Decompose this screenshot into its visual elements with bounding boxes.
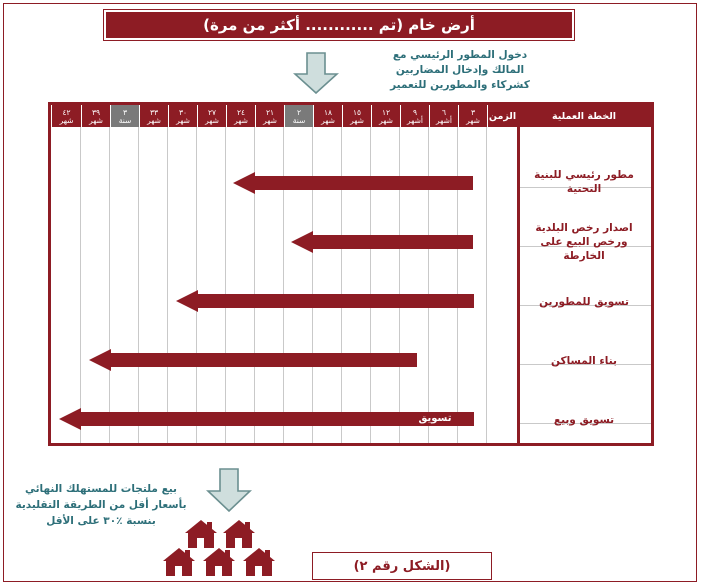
header-col-10: ٣٠ شهر — [168, 105, 197, 127]
header-col-4: ١٥ شهر — [342, 105, 371, 127]
task-label-2: تسويق للمطورين — [539, 295, 629, 308]
header-col-11: ٣٣ شهر — [139, 105, 168, 127]
grid-line — [196, 127, 197, 443]
header-col-13: ٣٩ شهر — [81, 105, 110, 127]
header-time-label: الزمن — [487, 105, 517, 127]
header-col-0: ٣ شهر — [458, 105, 487, 127]
header-col-7: ٢١ شهر — [255, 105, 284, 127]
houses-illustration-icon — [155, 520, 285, 578]
task-bar-0[interactable] — [233, 172, 473, 194]
header-col-9: ٢٧ شهر — [197, 105, 226, 127]
grid-line — [80, 127, 81, 443]
task-label-4: تسويق وبيع — [553, 413, 615, 426]
grid-line — [167, 127, 168, 443]
task-bar-4-label: تسويق — [418, 413, 452, 424]
bottom-annotation-text: بيع ملتجات للمستهلك النهائي بأسعار أقل من الطريقة التقليدية بنسبة ٪٣٠ على الأقل — [15, 483, 187, 527]
page-title: أرض خام (تم ............ أكثر من مرة) — [104, 10, 574, 40]
bar-tail — [196, 294, 474, 308]
arrow-head-icon — [291, 231, 313, 253]
task-label-3: بناء المساكن — [551, 354, 617, 367]
task-bar-4[interactable] — [59, 408, 474, 430]
arrow-head-icon — [176, 290, 198, 312]
bar-tail — [311, 235, 473, 249]
top-annotation-text: دخول المطور الرئيسي مع المالك وإدخال المضاربين كشركاء والمطورين للتعمير — [390, 49, 530, 92]
task-bar-3[interactable] — [89, 349, 417, 371]
task-label-1: اصدار رخص البلدية ورخص البيع على الخارطة — [535, 221, 633, 263]
chart-grid — [51, 127, 651, 443]
gantt-chart — [48, 102, 654, 446]
grid-line — [486, 127, 487, 443]
header-col-8: ٢٤ شهر — [226, 105, 255, 127]
header-col-6: ٢ سنة — [284, 105, 313, 127]
header-col-14: ٤٢ شهر — [51, 105, 81, 127]
header-col-1: ٦ أشهر — [429, 105, 458, 127]
bar-tail — [109, 353, 417, 367]
task-label-0: مطور رئيسي للبنية التحتية — [534, 168, 634, 195]
figure-caption: (الشكل رقم ٢) — [312, 552, 492, 580]
arrow-head-icon — [59, 408, 81, 430]
task-bar-2[interactable] — [176, 290, 474, 312]
header-col-5: ١٨ شهر — [313, 105, 342, 127]
header-col-3: ١٢ شهر — [371, 105, 400, 127]
chart-header-row — [51, 105, 651, 127]
task-bar-1[interactable] — [291, 231, 473, 253]
bar-tail — [253, 176, 473, 190]
header-col-2: ٩ أشهر — [400, 105, 429, 127]
bottom-down-arrow-icon — [206, 468, 252, 512]
arrow-head-icon — [89, 349, 111, 371]
top-down-arrow-icon — [293, 52, 339, 94]
grid-line — [109, 127, 110, 443]
arrow-head-icon — [233, 172, 255, 194]
grid-line — [225, 127, 226, 443]
header-col-12: ٣ سنة — [110, 105, 139, 127]
grid-line — [138, 127, 139, 443]
header-plan-label: الخطة العملية — [551, 110, 617, 122]
